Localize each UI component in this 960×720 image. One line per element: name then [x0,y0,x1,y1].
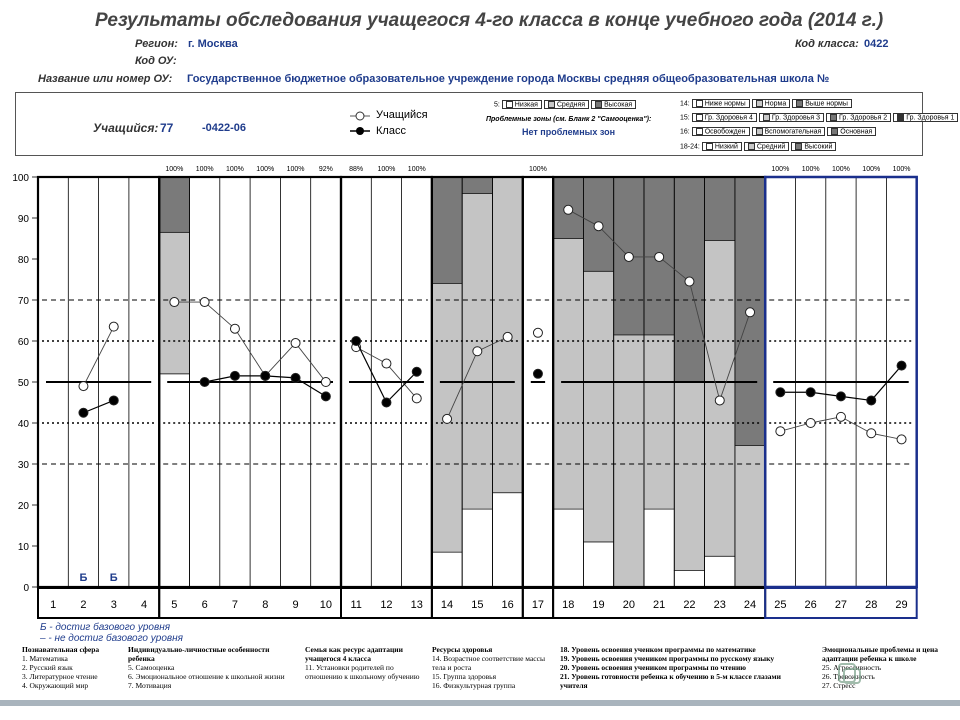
percent-label: 100% [377,166,396,173]
bar-segment-24-1 [735,446,765,587]
y-tick-label: 40 [17,419,29,430]
student-point [382,359,391,368]
class-code-value: 0422 [864,38,889,50]
bar-segment-18-1 [553,239,583,510]
ou-name-value: Государственное бюджетное образовательное учреждение города Москвы средняя общеобразовательная школа № [187,73,830,85]
student-point [564,205,573,214]
student-point [79,382,88,391]
percent-label: 100% [862,166,881,173]
bar-segment-5-2 [159,177,189,232]
bar-segment-22-0 [674,571,704,587]
y-tick-label: 0 [23,583,29,594]
bar-segment-20-1 [614,335,644,587]
bar-segment-21-1 [644,335,674,509]
legend-14: 14: Ниже нормы Норма Выше нормы [680,99,854,108]
note-base-not-reached: – - не достиг базового уровня [40,633,183,644]
class-point [412,367,421,376]
x-tick-label: 18 [562,599,575,611]
legend-16: 16: Освобожден Вспомогательная Основная [680,127,878,136]
y-tick-label: 70 [17,296,29,307]
y-tick-label: 10 [17,542,29,553]
footer-col-personal: Индивидуально-личностные особенности ребенка 5. Самооценка 6. Эмоциональное отношение к школьной жизни 7. Мотивация [128,645,285,690]
x-tick-label: 23 [713,599,726,611]
student-value: 77 [160,121,174,135]
student-point [715,396,724,405]
y-tick-label: 50 [17,378,29,389]
x-tick-label: 25 [774,599,787,611]
footer-col-family: Семья как ресурс адаптации учащегося 4 класса 11. Установки родителей по отношению к школьному обучению [305,645,420,681]
bar-segment-21-0 [644,509,674,587]
class-point [776,388,785,397]
y-tick-label: 90 [17,214,29,225]
y-tick-label: 60 [17,337,29,348]
x-tick-label: 22 [683,599,696,611]
x-tick-label: 5 [171,599,178,611]
percent-label: 88% [349,166,364,173]
student-point [503,332,512,341]
bar-segment-5-0 [159,374,189,587]
legend-class: Класс [376,125,406,137]
bar-segment-15-0 [462,509,492,587]
watermark-icon [835,660,920,688]
footer-legend [0,645,960,700]
x-tick-label: 26 [804,599,817,611]
bar-segment-23-2 [705,177,735,241]
bar-segment-14-0 [432,552,462,587]
x-tick-label: 1 [50,599,57,611]
bottom-bar [0,700,960,706]
class-point [867,396,876,405]
x-tick-label: 29 [895,599,908,611]
student-point [200,298,209,307]
y-tick-label: 80 [17,255,29,266]
x-tick-label: 17 [531,599,545,611]
percent-label: 100% [286,166,305,173]
class-code-label: Код класса: [795,38,859,50]
footer-col-emotional: Эмоциональные проблемы и цена адаптации ребенка к школе 25. Агрессивность 26. Тревожность 27. Стресс [822,645,939,690]
x-tick-label: 12 [380,599,393,611]
percent-label: 100% [831,166,850,173]
x-tick-label: 10 [319,599,332,611]
x-tick-label: 15 [471,599,484,611]
student-point [230,324,239,333]
bar-segment-19-1 [583,271,613,542]
student-point [685,277,694,286]
footer-col-progress: 18. Уровень освоения ученком программы по математике 19. Уровень освоения учеником программы по русскому языку 20. Уровень освоения учеником программы по чтению 21. Уровень готовности ребенка к обучению в 5-м классе глазами учителя [560,645,781,690]
y-tick-label: 30 [17,460,29,471]
student-point [291,339,300,348]
x-tick-label: 6 [201,599,208,611]
bar-segment-22-1 [674,382,704,571]
percent-label: 100% [771,166,790,173]
student-point [624,252,633,261]
legend-student: Учащийся [376,109,428,121]
legend-5: 5: Низкая Средняя Высокая [494,100,638,109]
x-tick-label: 4 [140,599,148,611]
class-point [836,392,845,401]
x-tick-label: 13 [410,599,423,611]
class-point [261,371,270,380]
percent-label: 100% [801,166,820,173]
student-label: Учащийся: [93,121,159,135]
class-point [200,378,209,387]
percent-label: 100% [528,166,547,173]
legend-markers [350,108,370,136]
bar-segment-19-0 [583,542,613,587]
student-code: -0422-06 [202,122,247,134]
student-point [109,322,118,331]
class-point [806,388,815,397]
page-title: Результаты обследования учащегося 4-го класса в конце учебного года (2014 г.) [95,10,884,31]
student-point [746,308,755,317]
student-point [836,412,845,421]
x-tick-label: 2 [80,599,87,611]
x-tick-label: 7 [231,599,239,611]
problem-zones-label: Проблемные зоны (см. Бланк 2 "Самооценка"): [486,116,652,123]
base-level-mark: Б [79,571,88,584]
student-point [412,394,421,403]
problem-zones-value: Нет проблемных зон [522,127,616,137]
bar-segment-16-0 [493,493,523,587]
x-tick-label: 27 [834,599,848,611]
bar-segment-15-2 [462,177,492,193]
percent-label: 100% [892,166,911,173]
ou-name-label: Название или номер ОУ: [38,73,173,85]
student-point [594,222,603,231]
footer-col-health: Ресурсы здоровья 14. Возрастное соответствие массы тела и роста 15. Группа здоровья 16. Физкультурная группа [432,645,545,690]
student-point [533,328,542,337]
x-tick-label: 24 [743,599,757,611]
student-point [867,429,876,438]
class-point [321,392,330,401]
legend-15: 15: Гр. Здоровья 4 Гр. Здоровья 3 Гр. Здоровья 2 Гр. Здоровья 1 [680,113,960,122]
x-tick-label: 21 [653,599,666,611]
percent-label: 100% [256,166,275,173]
bar-segment-18-0 [553,509,583,587]
x-tick-label: 20 [622,599,635,611]
x-tick-label: 28 [865,599,878,611]
x-tick-label: 19 [592,599,605,611]
class-point [897,361,906,370]
student-point [321,378,330,387]
student-point [806,419,815,428]
class-point [533,369,542,378]
class-point [352,337,361,346]
x-tick-label: 8 [262,599,269,611]
x-tick-label: 3 [110,599,117,611]
class-point [382,398,391,407]
x-tick-label: 9 [292,599,299,611]
footer-col-cognitive: Познавательная сфера 1. Математика 2. Русский язык 3. Литературное чтение 4. Окружающий мир [22,645,100,690]
note-base-reached: Б - достиг базового уровня [40,622,171,633]
percent-label: 100% [165,166,184,173]
x-axis-box [159,588,341,618]
region-label: Регион: [135,38,178,50]
x-tick-label: 16 [501,599,514,611]
student-point [170,298,179,307]
y-tick-label: 100 [12,173,29,184]
percent-label: 100% [407,166,426,173]
student-point [473,347,482,356]
class-point [291,373,300,382]
open-circle-icon [356,112,364,120]
x-tick-label: 11 [350,599,362,611]
region-value: г. Москва [188,38,238,50]
class-point [230,371,239,380]
class-point [109,396,118,405]
legend-18-24: 18-24: Низкий Средний Высокий [680,142,838,151]
filled-circle-icon [356,127,364,135]
y-tick-label: 20 [17,501,29,512]
base-level-mark: Б [109,571,118,584]
student-point [897,435,906,444]
results-chart [0,160,960,645]
percent-label: 100% [225,166,244,173]
percent-label: 92% [318,166,333,173]
ou-code-label: Код ОУ: [135,55,177,67]
bar-segment-14-2 [432,177,462,284]
bar-segment-23-0 [705,556,735,587]
class-point [79,408,88,417]
student-point [655,252,664,261]
student-point [443,414,452,423]
percent-label: 100% [195,166,214,173]
student-point [776,427,785,436]
x-tick-label: 14 [440,599,454,611]
